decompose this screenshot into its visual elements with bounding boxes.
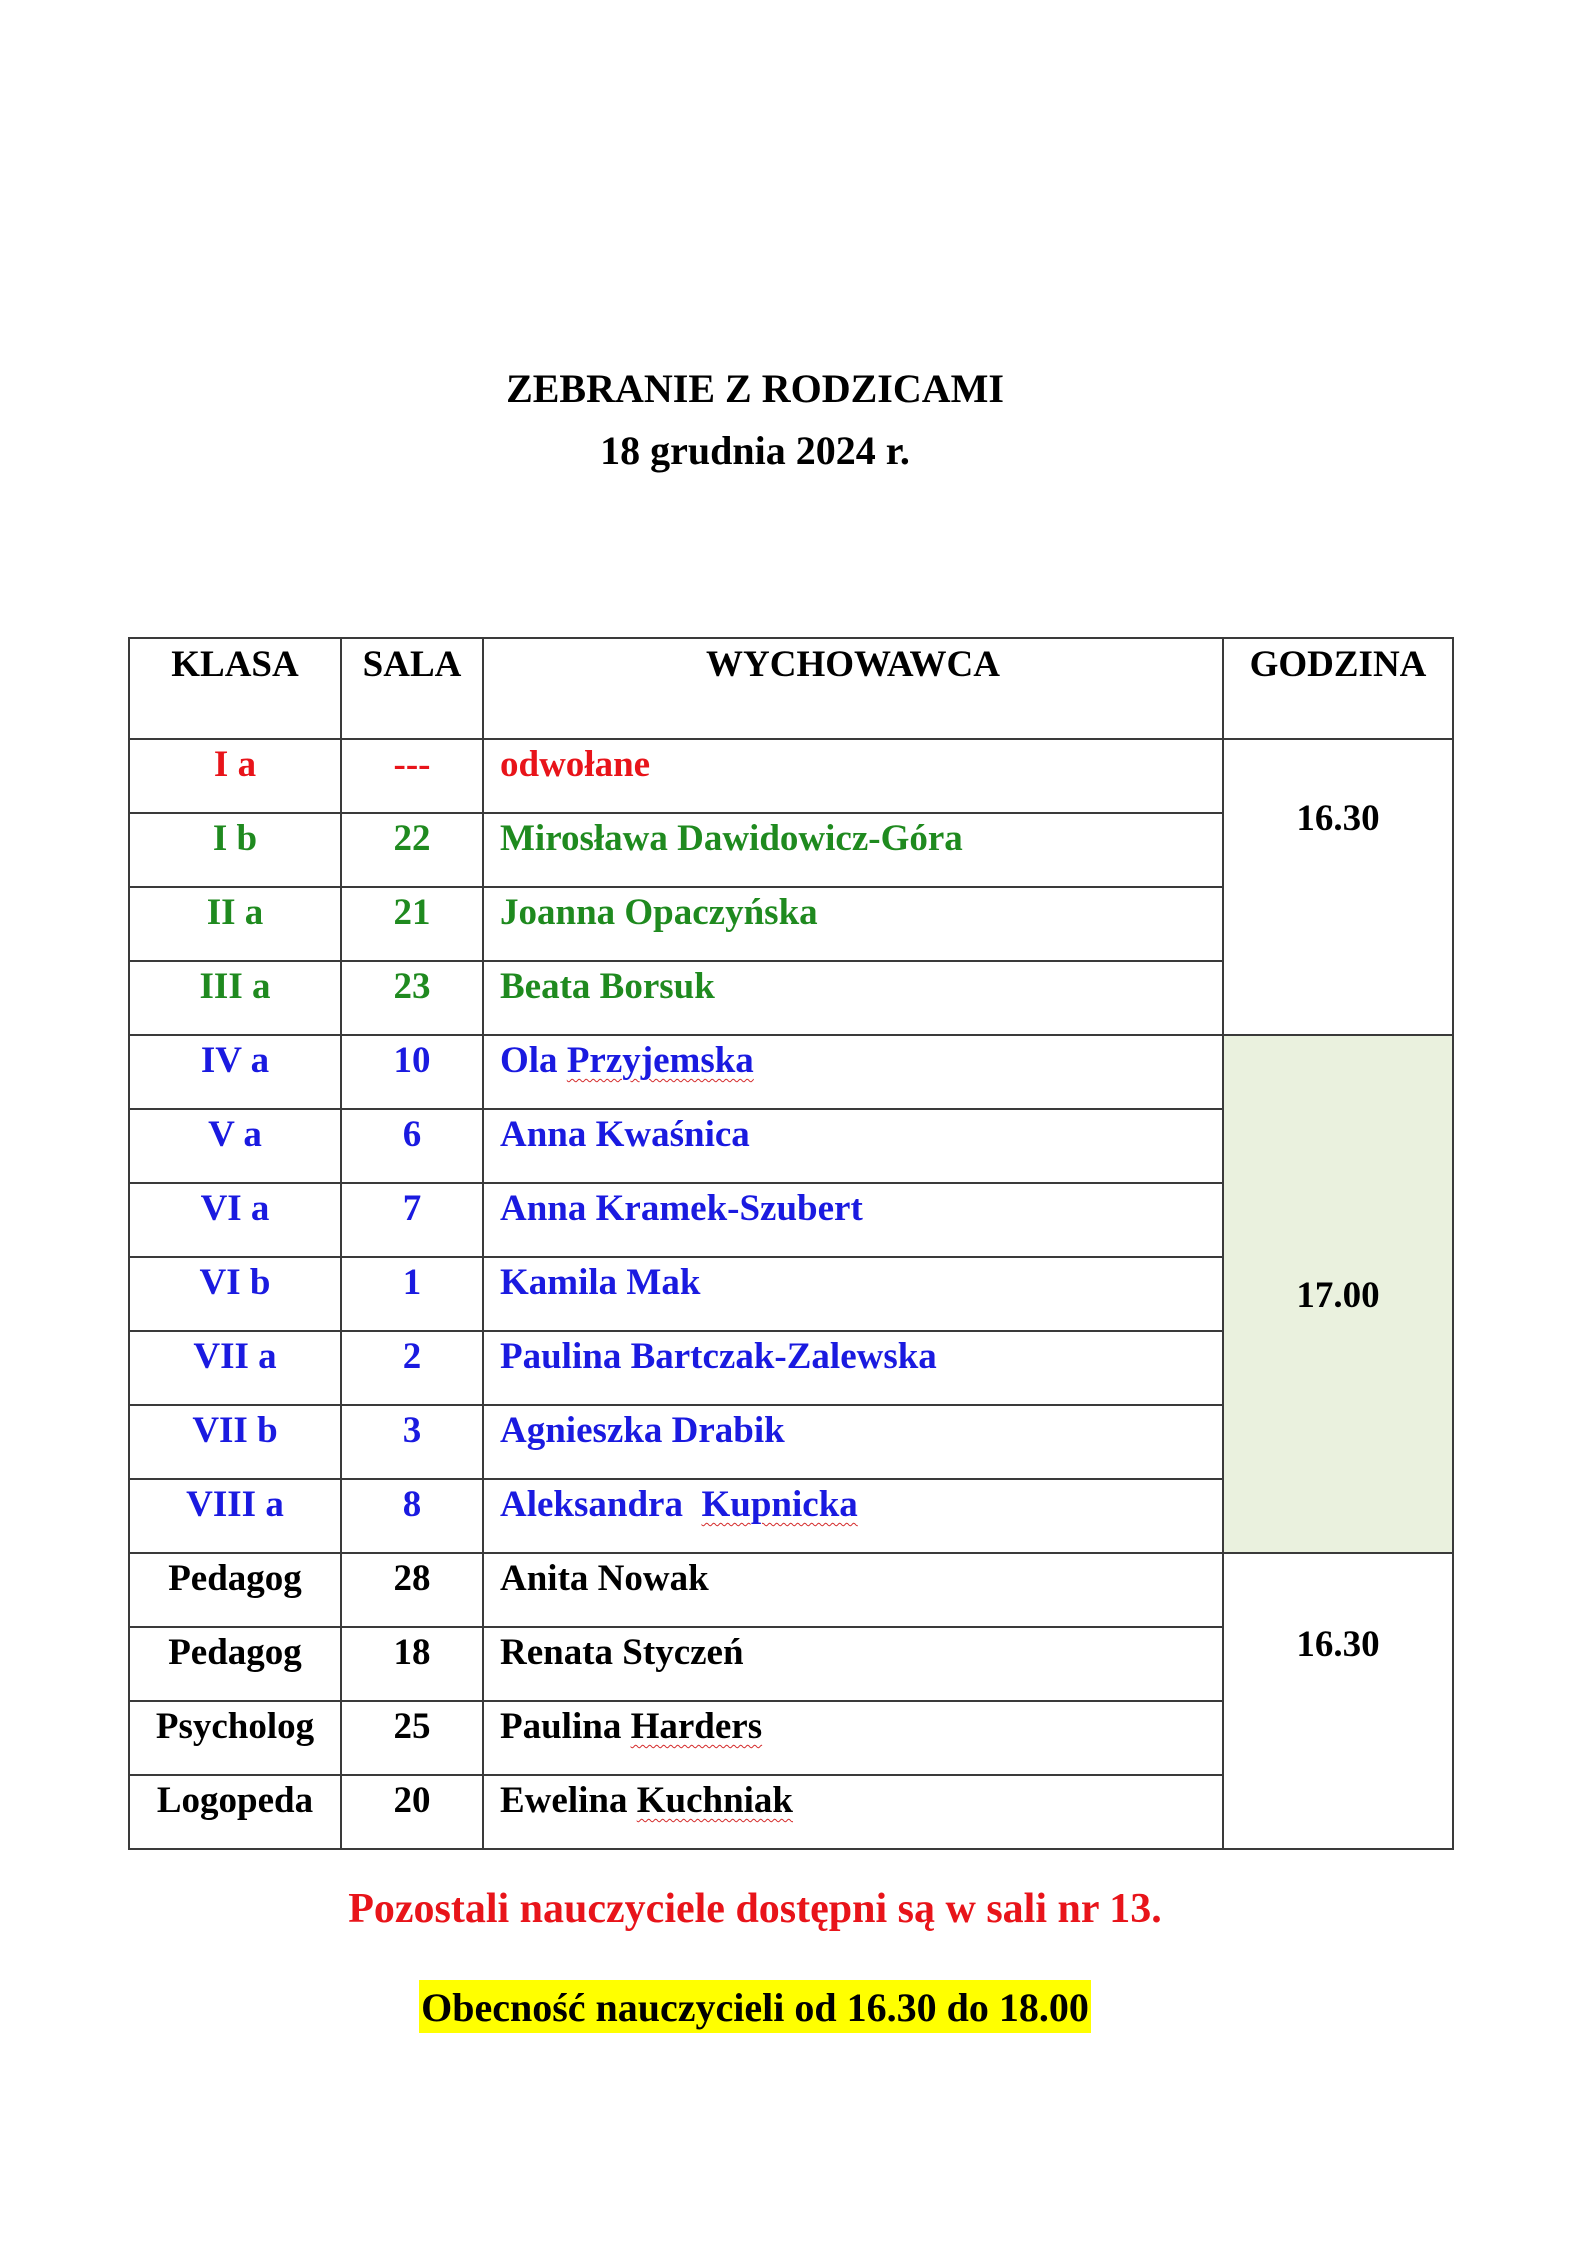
class-cell: VIII a xyxy=(129,1479,341,1553)
teacher-cell: Anna Kramek-Szubert xyxy=(483,1183,1223,1257)
room-cell: 28 xyxy=(341,1553,483,1627)
room-cell: --- xyxy=(341,739,483,813)
teacher-cell xyxy=(483,1775,1223,1849)
hour-value: 16.30 xyxy=(1296,798,1380,839)
header-room: SALA xyxy=(341,638,483,739)
teacher-cell: Renata Styczeń xyxy=(483,1627,1223,1701)
class-cell: IV a xyxy=(129,1035,341,1109)
teacher-last-name: Kuchniak xyxy=(636,1780,794,1821)
attendance-note-wrapper xyxy=(0,1980,1510,2033)
hour-cell xyxy=(1223,739,1453,1035)
teacher-cell: Kamila Mak xyxy=(483,1257,1223,1331)
teacher-first-name: Ewelina xyxy=(500,1780,628,1821)
room-cell: 2 xyxy=(341,1331,483,1405)
table-row xyxy=(129,1553,1453,1627)
teacher-first-name: Ola xyxy=(500,1040,558,1081)
class-cell: VII a xyxy=(129,1331,341,1405)
page-title: ZEBRANIE Z RODZICAMI xyxy=(506,366,1004,411)
room-cell: 18 xyxy=(341,1627,483,1701)
teacher-cell: Anita Nowak xyxy=(483,1553,1223,1627)
class-cell: Pedagog xyxy=(129,1627,341,1701)
room-cell: 10 xyxy=(341,1035,483,1109)
class-cell: I a xyxy=(129,739,341,813)
table-row xyxy=(129,1035,1453,1109)
schedule-table xyxy=(128,637,1454,1850)
class-cell: I b xyxy=(129,813,341,887)
class-cell: V a xyxy=(129,1109,341,1183)
table-row xyxy=(129,739,1453,813)
hour-cell xyxy=(1223,1035,1453,1553)
class-cell: VII b xyxy=(129,1405,341,1479)
class-cell: VI b xyxy=(129,1257,341,1331)
teacher-first-name: Paulina xyxy=(500,1706,622,1747)
meeting-date: 18 grudnia 2024 r. xyxy=(600,428,910,473)
room-cell: 23 xyxy=(341,961,483,1035)
table-header-row xyxy=(129,638,1453,739)
teacher-cell: Mirosława Dawidowicz-Góra xyxy=(483,813,1223,887)
teacher-cell xyxy=(483,1479,1223,1553)
teacher-cell xyxy=(483,1035,1223,1109)
hour-value: 16.30 xyxy=(1296,1624,1380,1665)
class-cell: III a xyxy=(129,961,341,1035)
hour-value: 17.00 xyxy=(1296,1275,1380,1316)
teacher-cell: Joanna Opaczyńska xyxy=(483,887,1223,961)
teacher-cell: Beata Borsuk xyxy=(483,961,1223,1035)
header-hour: GODZINA xyxy=(1223,638,1453,739)
attendance-note: Obecność nauczycieli od 16.30 do 18.00 xyxy=(419,1980,1091,2033)
room-cell: 3 xyxy=(341,1405,483,1479)
teacher-last-name: Harders xyxy=(630,1706,763,1747)
teacher-cell: Paulina Bartczak-Zalewska xyxy=(483,1331,1223,1405)
class-cell: VI a xyxy=(129,1183,341,1257)
room-cell: 8 xyxy=(341,1479,483,1553)
teacher-first-name: Aleksandra xyxy=(500,1484,683,1525)
room-cell: 25 xyxy=(341,1701,483,1775)
room-cell: 21 xyxy=(341,887,483,961)
teacher-cell xyxy=(483,1701,1223,1775)
class-cell: Logopeda xyxy=(129,1775,341,1849)
class-cell: II a xyxy=(129,887,341,961)
room-cell: 22 xyxy=(341,813,483,887)
room-cell: 1 xyxy=(341,1257,483,1331)
room-cell: 6 xyxy=(341,1109,483,1183)
class-cell: Pedagog xyxy=(129,1553,341,1627)
teacher-cell: odwołane xyxy=(483,739,1223,813)
teacher-last-name: Kupnicka xyxy=(701,1484,858,1525)
teacher-cell: Agnieszka Drabik xyxy=(483,1405,1223,1479)
hour-cell xyxy=(1223,1553,1453,1849)
teacher-last-name: Przyjemska xyxy=(566,1040,754,1081)
room-cell: 7 xyxy=(341,1183,483,1257)
teacher-cell: Anna Kwaśnica xyxy=(483,1109,1223,1183)
class-cell: Psycholog xyxy=(129,1701,341,1775)
other-teachers-note: Pozostali nauczyciele dostępni są w sali nr 13. xyxy=(348,1886,1162,1932)
header-class: KLASA xyxy=(129,638,341,739)
header-teacher: WYCHOWAWCA xyxy=(483,638,1223,739)
room-cell: 20 xyxy=(341,1775,483,1849)
